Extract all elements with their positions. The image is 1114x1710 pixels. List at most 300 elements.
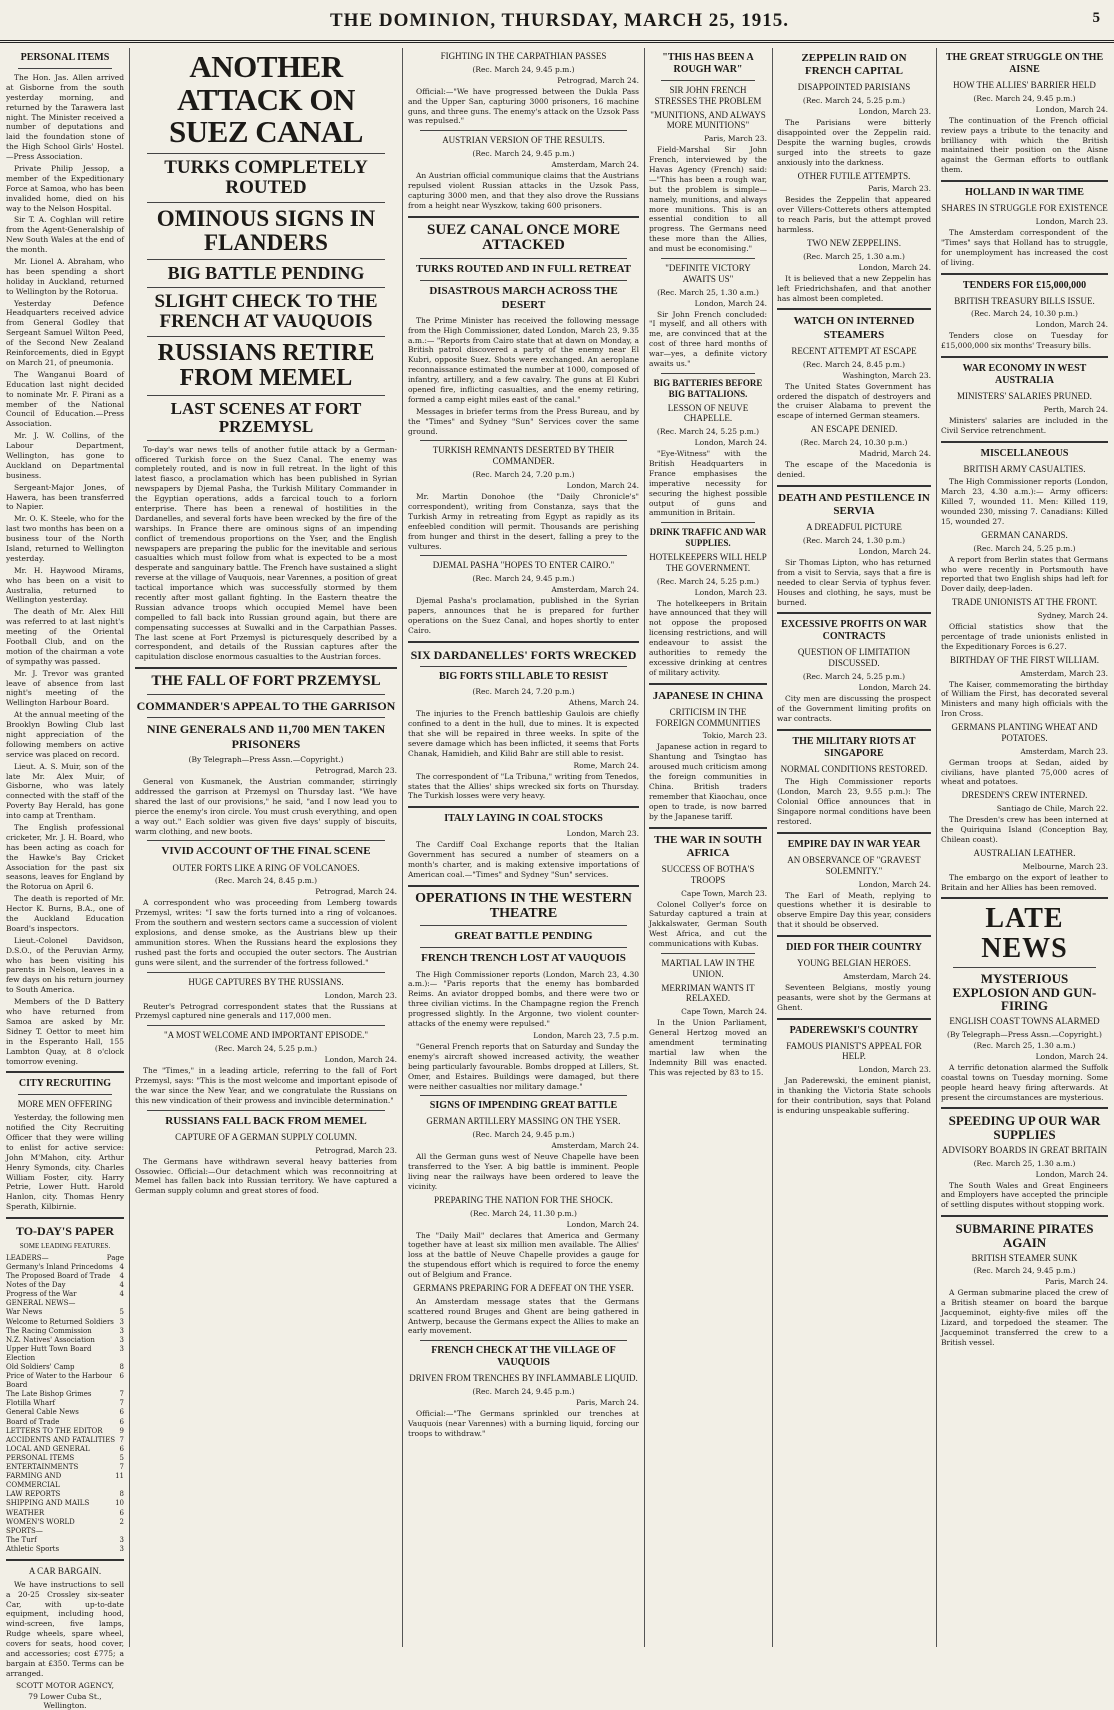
dateline: Amsterdam, March 24. <box>843 971 931 981</box>
column-war-news <box>408 48 639 1649</box>
toc-row <box>6 1372 124 1390</box>
subheading: BRITISH STEAMER SUNK <box>971 1252 1078 1263</box>
toc-row <box>6 1408 124 1417</box>
toc-row <box>6 1327 124 1336</box>
headline-war-economy: WAR ECONOMY IN WEST AUSTRALIA <box>962 363 1087 387</box>
dateline: London, March 24. <box>694 298 767 308</box>
column-rule <box>772 48 773 1647</box>
toc-row <box>6 1509 124 1518</box>
subheading: MERRIMAN WANTS IT RELAXED. <box>661 982 755 1004</box>
toc-page: 6 <box>119 1372 124 1381</box>
paragraph: "General French reports that on Saturday and Sunday the enemy's aircraft showed increased activity, the weather being particularly favourable. Bombs dropped at Lillers, St. Omer, and Estaires. Buildings were damaged, but there were neither casualties nor military damage." <box>408 1041 639 1091</box>
paragraph: Mr. O. K. Steele, who for the last two months has been on a business tour of the North Island, returned to Wellington yesterday. <box>6 514 124 563</box>
paragraph: The death is reported of Mr. Hector K. Burns, B.A., one of the Auckland Education Board's inspectors. <box>6 894 124 933</box>
divider <box>420 925 627 926</box>
column-rule <box>129 48 130 1647</box>
paragraph: Reuter's Petrograd correspondent states that the Russians at Przemysl captured nine generals and 117,000 men. <box>135 1001 397 1021</box>
divider <box>777 612 931 614</box>
received-time: (Rec. March 24, 1.30 p.m.) <box>802 535 906 545</box>
subheading: TRADE UNIONISTS AT THE FRONT. <box>951 597 1098 608</box>
column-rule <box>402 48 403 1647</box>
toc-row <box>6 1318 124 1327</box>
dateline: London, March 24. <box>858 546 931 556</box>
divider <box>649 827 767 829</box>
paragraph: Yesterday, the following men notified the City Recruiting Officer that they were willing to enlist for active service: John M'Mahon, city. Arthur Henry Symonds, city. Charles William Foster, city. Harry Petrie, Lower Hutt. Harold Hanlon, city. Thomas Henry Sperath, Kilbirnie. <box>6 1113 124 1212</box>
subheading: A DREADFUL PICTURE <box>806 522 902 533</box>
toc-title: Price of Water to the Harbour Board <box>6 1372 113 1390</box>
divider <box>147 694 385 695</box>
toc-page: 7 <box>119 1463 124 1472</box>
paragraph: Sir John French concluded: "I myself, and all others with me, are convinced that at the cost of three hard months of war—yes, a definite victory awaits us." <box>649 309 767 369</box>
toc-row <box>6 1490 124 1499</box>
divider <box>147 336 385 337</box>
received-time: (Rec. March 24, 9.45 p.m.) <box>472 149 575 159</box>
subheading: SIR JOHN FRENCH STRESSES THE PROBLEM <box>654 85 762 106</box>
headline-interned-steamers: WATCH ON INTERNED STEAMERS <box>793 315 915 341</box>
divider <box>420 1340 627 1341</box>
toc-row <box>6 1399 124 1408</box>
toc-row <box>6 1545 124 1554</box>
dateline: Perth, March 24. <box>1043 404 1108 414</box>
paragraph: Sir Thomas Lipton, who has returned from a visit to Servia, says that a fire is needed to clear Servia of typhus fever. Houses and clothing, he says, must be burned. <box>777 557 931 607</box>
toc-page: 7 <box>119 1390 124 1399</box>
toc-row <box>6 1445 124 1454</box>
received-time: (Rec. March 24, 10.30 p.m.) <box>800 437 908 447</box>
paragraph: In the Union Parliament, General Hertzog moved an amendment terminating martial law when the Indemnity Bill was enacted. This was rejected by 83 to 15. <box>649 1018 767 1077</box>
paragraph: The hotelkeepers in Britain have announced that they will not oppose the proposed licensing restrictions, and will endeavour to assist the authorities to remedy the excessive drinking at centres of military activity. <box>649 598 767 677</box>
headline-submarine: SUBMARINE PIRATES AGAIN <box>955 1221 1094 1250</box>
paragraph: The Prime Minister has received the following message from the High Commissioner, dated London, March 23, 9.35 a.m.:— "Reports from Cairo state that at dawn on Monday, a British patrol discovered a party of the enemy near El Kubri, opposite Suez. Shots were exchanged. An aeroplane reconnaissance estimated the number at 1000, composed of infantry, artillery, and a few cavalry. The guns at El Kubri opened fire, inflicting casualties, and the enemy retiring, formed a camp eight miles east of the canal." <box>408 315 639 404</box>
subheading: BIG FORTS STILL ABLE TO RESIST <box>438 671 609 683</box>
toc-title: ACCIDENTS AND FATALITIES <box>6 1435 116 1444</box>
received-time: (Rec. March 24, 9.45 p.m.) <box>472 64 575 74</box>
toc-title: GENERAL NEWS— <box>6 1299 76 1308</box>
subheading: BIRTHDAY OF THE FIRST WILLIAM. <box>949 654 1100 665</box>
toc-row <box>6 1363 124 1372</box>
subheading: NORMAL CONDITIONS RESTORED. <box>780 763 928 774</box>
headline-turks-routed: TURKS COMPLETELY ROUTED <box>164 156 368 198</box>
divider <box>953 967 1096 968</box>
toc-title: Old Soldiers' Camp <box>6 1363 75 1371</box>
subheading: PREPARING THE NATION FOR THE SHOCK. <box>434 1194 613 1205</box>
toc-title: Germany's Inland Princedoms <box>6 1262 113 1271</box>
toc-row <box>6 1254 124 1263</box>
intro-paragraph: To-day's war news tells of another futile attack by a German-officered Turkish force on the Suez Canal. The enemy was completely routed, and is now in full retreat. In the light of this latest fiasco, a proclamation which has been published in Syrian newspapers by Djemal Pasha, the Turkish Military Commander in the Egyptian operations, adds a farcical touch to a forlorn enterprise. There has been a renewal of hostilities in the Dardanelles, and several forts have been wrecked by the fire of the warships. In France there are ominous signs of an impending conflict of tremendous proportions on the Yser, and the English newspapers are preparing the public for the inevitable and serious casualties which must follow from what is expected to be a most desperate and sanguinary battle. The French have sustained a slight reverse at the village of Vauquois, near Varennes, a position of great tactical importance which was successfully stormed by them recently after most gallant fighting. In the Eastern theatre the Russian advance troops which occupied Memel have been compelled to fall back into Russian ground again, but there are compensating successes at Suwalki and in the Carpathian Passes. The last scene at Fort Przemysl is picturesquely described by a correspondent, and details of the Russian captures after the capitulation disclose enormous casualties to the Austrian forces. <box>135 444 397 662</box>
subheading: DRIVEN FROM TRENCHES BY INFLAMMABLE LIQUID. <box>409 1373 638 1384</box>
divider <box>941 897 1108 899</box>
byline: (By Telegraph—Press Assn.—Copyright.) <box>947 1029 1102 1039</box>
dateline: London, March 23. <box>1035 216 1108 226</box>
paragraph: The English professional cricketer, Mr. J. H. Board, who has been acting as coach for the Hawke's Bay Cricket Association for the past six seasons, leaves for England by the Rotorua on April 6. <box>6 823 124 892</box>
paragraph: The embargo on the export of leather to Britain and her Allies has been removed. <box>941 872 1108 892</box>
dateline: Washington, March 23. <box>842 370 931 380</box>
subheading: FIGHTING IN THE CARPATHIAN PASSES <box>440 51 607 61</box>
divider <box>420 555 627 556</box>
paragraph: The Cardiff Coal Exchange reports that the Italian Government has secured a number of steamers on a month's charter, and is making extensive importations of American coal.—"Times" and Sydney "Sun" services. <box>408 840 639 879</box>
paragraph: Mr. J. Trevor was granted leave of absence from last night's meeting of the Wellington Harbour Board. <box>6 668 124 708</box>
headline-flanders: OMINOUS SIGNS IN FLANDERS <box>156 205 376 255</box>
toc-row <box>6 1472 124 1490</box>
received-time: (Rec. March 25, 1.30 a.m.) <box>973 1040 1076 1050</box>
received-time: (Rec. March 24, 5.25 p.m.) <box>802 671 906 681</box>
toc-page: 8 <box>119 1363 124 1371</box>
toc-title: LEADERS— <box>6 1253 49 1262</box>
column-six <box>941 48 1108 1649</box>
divider <box>6 1217 124 1219</box>
toc-page: 4 <box>119 1262 124 1271</box>
subheading: CRITICISM IN THE FOREIGN COMMUNITIES <box>655 706 761 728</box>
headline-war-supplies: SPEEDING UP OUR WAR SUPPLIES <box>948 1113 1101 1143</box>
toc-title: Board of Trade <box>6 1417 60 1426</box>
paragraph: General von Kusmanek, the Austrian commander, stirringly addressed the garrison at Przemysl on Thursday last. "We have shared the last of our provisions," he said, "and I now lead you to pierce the enemy's iron circle. You must crush everything, and open a way out." Each soldier was given five days' supply of biscuits, warm clothing, and new boots. <box>135 777 397 836</box>
paragraph: The Dresden's crew has been interned at the Quiriquina Island (Conception Bay, Chilean coast). <box>941 815 1108 844</box>
subheading: NINE GENERALS AND 11,700 MEN TAKEN PRISONERS <box>146 722 386 751</box>
subheading: DJEMAL PASHA "HOPES TO ENTER CAIRO." <box>432 560 615 571</box>
toc-title: FARMING AND COMMERCIAL <box>6 1472 62 1490</box>
dateline: Rome, March 24. <box>573 760 639 770</box>
dateline: London, March 24. <box>858 682 931 692</box>
paragraph: The correspondent of "La Tribuna," writing from Tenedos, states that the Allies' ships wrecked six forts on Thursday. The Turkish losses were very heavy. <box>408 771 639 801</box>
dateline: Petrograd, March 24. <box>315 887 397 897</box>
column-four <box>649 48 767 1649</box>
toc-page: 6 <box>119 1508 124 1517</box>
subheading: MINISTERS' SALARIES PRUNED. <box>957 391 1092 402</box>
subheading: SHARES IN STRUGGLE FOR EXISTENCE <box>941 203 1108 214</box>
divider <box>420 947 627 948</box>
paragraph: A German submarine placed the crew of a British steamer on board the barque Jacqueminot, eighty-five miles off the Lizard, and torpedoed the steamer. The Jacqueminot transferred the crew to a British vessel. <box>941 1288 1108 1347</box>
divider <box>408 641 639 643</box>
heading-city-recruiting: CITY RECRUITING <box>18 1078 112 1090</box>
toc-title: ENTERTAINMENTS <box>6 1463 79 1472</box>
paragraph: Lieut.-Colonel Davidson, D.S.O., of the Peruvian Army, who has been visiting his parents in Nelson, leaves in a few days on his return journey to South America. <box>6 935 124 995</box>
dateline: Amsterdam, March 23. <box>1020 668 1108 678</box>
toc-title: The Proposed Board of Trade <box>6 1272 111 1281</box>
paragraph: The High Commissioner reports (London, March 23, 9.55 p.m.): The Colonial Office announces that in Singapore normal conditions have been restored. <box>777 777 931 827</box>
paragraph: The Hon. Jas. Allen arrived at Gisborne from the south yesterday morning, and returned by the Tarawera last night. The Minister received a number of deputations and laid the foundation stone of the High School Girls' Hostel.—Press Association. <box>6 73 124 162</box>
dateline: Cape Town, March 23. <box>681 888 767 898</box>
divider <box>420 440 627 441</box>
divider <box>420 258 627 259</box>
toc-title: Upper Hutt Town Board Election <box>6 1344 92 1362</box>
dateline: Amsterdam, March 24. <box>551 585 639 595</box>
received-time: (Rec. March 24, 9.45 p.m.) <box>973 93 1076 103</box>
subheading: "MUNITIONS, AND ALWAYS MORE MUNITIONS" <box>650 109 766 131</box>
received-time: (Rec. March 24, 5.25 p.m.) <box>656 576 760 586</box>
toc-page: 6 <box>119 1417 124 1426</box>
paragraph: The escape of the Macedonia is denied. <box>777 459 931 479</box>
received-time: (Rec. March 24, 5.25 p.m.) <box>973 543 1076 553</box>
subheading: OUTER FORTS LIKE A RING OF VOLCANOES. <box>172 862 360 873</box>
paragraph: At the annual meeting of the Brooklyn Bowling Club last night appreciation of the following members on active service was placed on record. <box>6 710 124 759</box>
divider <box>941 273 1108 275</box>
divider <box>408 216 639 218</box>
divider <box>661 80 755 81</box>
subheading: FRENCH CHECK AT THE VILLAGE OF VAUQUOIS <box>431 1345 616 1369</box>
dateline: London, March 24. <box>694 438 767 448</box>
headline-memel: RUSSIANS RETIRE FROM MEMEL <box>157 339 375 391</box>
column-rule <box>644 48 645 1647</box>
subheading: DISASTROUS MARCH ACROSS THE DESERT <box>429 285 618 311</box>
headline-aisne: THE GREAT STRUGGLE ON THE AISNE <box>945 52 1104 75</box>
dateline: Cape Town, March 24. <box>681 1007 767 1017</box>
paragraph: Japanese action in regard to Shantung and Tsingtao has aroused much criticism among the foreign communities in China. British traders remember that Kiaochau, once open to trade, is now barred by the Japanese tariff. <box>649 742 767 821</box>
paragraph: Sergeant-Major Jones, of Hawera, has been transferred to Napier. <box>6 482 124 512</box>
headline-mysterious: MYSTERIOUS EXPLOSION AND GUN-FIRING <box>952 971 1097 1014</box>
toc-page: 6 <box>119 1444 124 1453</box>
received-time: (Rec. March 24, 5.25 p.m.) <box>656 427 760 437</box>
dateline: London, March 24. <box>1035 1169 1108 1179</box>
toc-title: Notes of the Day <box>6 1281 66 1290</box>
headline-south-africa: THE WAR IN SOUTH AFRICA <box>654 833 762 859</box>
dateline: London, March 23. <box>858 107 931 117</box>
toc-page: 11 <box>115 1472 124 1481</box>
paragraph: The Wanganui Board of Education last night decided to nominate Mr. F. Pirani as a member of the National Council of Education.—Press Association. <box>6 369 124 429</box>
divider <box>941 1215 1108 1217</box>
subheading: MORE MEN OFFERING <box>17 1099 113 1110</box>
dateline: Amsterdam, March 24. <box>551 160 639 170</box>
dateline: Melbourne, March 23. <box>1022 861 1108 871</box>
paragraph: The "Daily Mail" declares that America and Germany together have at least six million men available. The Allies' loss at the battle of Neuve Chapelle provides a gauge for the stupendous effort which is required to force the enemy out of Belgium and France. <box>408 1230 639 1280</box>
headline-singapore: THE MILITARY RIOTS AT SINGAPORE <box>792 735 916 759</box>
toc-row <box>6 1418 124 1427</box>
subheading: GERMANS PREPARING FOR A DEFEAT ON THE YSER. <box>413 1283 634 1293</box>
dateline: Amsterdam, March 23. <box>1020 746 1108 756</box>
toc-title: General Cable News <box>6 1408 79 1417</box>
subheading: "DEFINITE VICTORY AWAITS US" <box>665 262 751 284</box>
subheading: GREAT BATTLE PENDING <box>454 930 593 943</box>
paragraph: The injuries to the French battleship Gaulois are chiefly confined to a dent in the hull, due to mines. It is expected that she will be repaired in three weeks. In spite of the severe damage which has been inflicted, it seems that Forts Chanak, Hamidieh, and Kilid Bahr are still able to resist. <box>408 709 639 758</box>
toc-row <box>6 1345 124 1363</box>
toc-row <box>6 1390 124 1399</box>
dateline: Amsterdam, March 24. <box>551 1141 639 1151</box>
toc-page: 3 <box>119 1544 124 1553</box>
divider <box>420 1095 627 1096</box>
subheading: "A MOST WELCOME AND IMPORTANT EPISODE." <box>163 1030 369 1041</box>
divider <box>147 1110 385 1111</box>
headline-zeppelin: ZEPPELIN RAID ON FRENCH CAPITAL <box>801 52 907 78</box>
divider <box>147 259 385 260</box>
divider <box>420 130 627 131</box>
divider <box>777 935 931 937</box>
heading-todays-paper: TO-DAY'S PAPER <box>15 1224 115 1239</box>
toc-title: The Late Bishop Grimes <box>6 1390 92 1399</box>
headline-western-theatre: OPERATIONS IN THE WESTERN THEATRE <box>415 890 632 921</box>
subheading: QUESTION OF LIMITATION DISCUSSED. <box>797 647 911 669</box>
paragraph: The death of Mr. Alex Hill was referred to at last night's meeting of the Oriental Football Club, and on the motion of the chairman a vote of sympathy was passed. <box>6 607 124 666</box>
paragraph: Ministers' salaries are included in the Civil Service retrenchment. <box>941 415 1108 435</box>
toc-title: The Turf <box>6 1535 37 1544</box>
paragraph: A correspondent who was proceeding from Lemberg towards Przemysl, writes: "I saw the forts turned into a ring of volcanoes. From the southern and western sectors came a succession of violent explosions, and dense smoke, as the Austrians blew up their ammunition stores. When the Russians heard the explosions they rushed past the forts and occupied the outer sectors. The Austrian guns were silent, and the surrender of the fortress followed." <box>135 898 397 967</box>
subheading: GERMANS PLANTING WHEAT AND POTATOES. <box>951 722 1098 743</box>
toc-title: LETTERS TO THE EDITOR <box>6 1426 103 1435</box>
dateline: London, March 24. <box>1035 1051 1108 1061</box>
received-time: (Rec. March 25, 1.30 a.m.) <box>803 251 905 261</box>
subheading: TWO NEW ZEPPELINS. <box>806 237 902 248</box>
column-five <box>777 48 931 1649</box>
toc-title: LAW REPORTS <box>6 1490 61 1499</box>
subheading: AN ESCAPE DENIED. <box>810 424 898 435</box>
subheading: OTHER FUTILE ATTEMPTS. <box>797 170 911 181</box>
heading-fall-przemysl: THE FALL OF FORT PRZEMYSL <box>151 673 381 690</box>
toc-page: 3 <box>119 1535 124 1544</box>
headline-japanese: JAPANESE IN CHINA <box>652 689 764 702</box>
divider <box>649 683 767 685</box>
paragraph: Lieut. A. S. Muir, son of the late Mr. Alex Muir, of Gisborne, who was lately connected with the staff of the Poverty Bay Herald, has gone into camp at Trentham. <box>6 761 124 821</box>
subheading: BRITISH ARMY CASUALTIES. <box>963 463 1086 474</box>
toc-page: 4 <box>119 1272 124 1281</box>
toc-title: PERSONAL ITEMS <box>6 1453 75 1462</box>
headline-rough-war: "THIS HAS BEEN A ROUGH WAR" <box>662 52 754 75</box>
toc-title: N.Z. Natives' Association <box>6 1335 95 1344</box>
paragraph: A terrific detonation alarmed the Suffolk coastal towns on Tuesday morning. Some people heard heavy firing afterwards. At present the circumstances are mysterious. <box>941 1062 1108 1102</box>
divider <box>147 840 385 841</box>
toc-page: Page <box>106 1253 124 1262</box>
received-time: (Rec. March 24, 9.45 p.m.) <box>472 1387 575 1397</box>
subheading: DISAPPOINTED PARISIANS <box>797 82 911 93</box>
paragraph: Official:—"The Germans sprinkled our trenches at Vauquois (near Varennes) with a burning liquid, forcing our troops to withdraw." <box>408 1409 639 1438</box>
heading-personal-items: PERSONAL ITEMS <box>20 52 110 63</box>
divider <box>408 885 639 887</box>
subheading: RECENT ATTEMPT AT ESCAPE <box>791 345 917 356</box>
paragraph: Sir T. A. Coghlan will retire from the Agent-Generalship of New South Wales at the end of the month. <box>6 215 124 255</box>
toc-row <box>6 1336 124 1345</box>
dateline: London, March 23. <box>694 587 767 597</box>
paragraph: Mr. J. W. Collins, of the Labour Department, Wellington, has gone to Auckland on Departmental business. <box>6 431 124 480</box>
dateline: London, March 23, 7.5 p.m. <box>533 1030 639 1040</box>
paragraph: The High Commissioner reports (London, March 23, 4.30 a.m.):— "Paris reports that the enemy has bombarded Reims. An aviator dropped bombs, and there were two or three civilian victims. In the Champagne region the French progressed slightly. In the Argonne, two violent counter-attacks of the enemy were repulsed." <box>408 969 639 1029</box>
paragraph: Field-Marshal Sir John French, interviewed by the Havas Agency (French) said:—"This has been a rough war, but the problem is simple—namely, munitions, and always more munitions. This is an essential condition to all progress. The Germans need these more than the Allies, and must be economising." <box>649 145 767 254</box>
subheading: FAMOUS PIANIST'S APPEAL FOR HELP. <box>786 1040 922 1062</box>
dateline: Sydney, March 24. <box>1037 611 1108 621</box>
headline-dardanelles: SIX DARDANELLES' FORTS WRECKED <box>410 647 637 662</box>
dateline: London, March 24. <box>566 481 639 491</box>
dateline: Paris, March 23. <box>704 134 767 144</box>
toc-row <box>6 1290 124 1299</box>
headline-paderewski: PADEREWSKI'S COUNTRY <box>789 1024 919 1036</box>
headline-excessive-profits: EXCESSIVE PROFITS ON WAR CONTRACTS <box>781 619 927 643</box>
headline-late-news: LATE NEWS <box>981 903 1068 964</box>
divider <box>147 287 385 288</box>
toc-page: 10 <box>115 1499 124 1508</box>
toc-title: WEATHER <box>6 1508 45 1517</box>
paragraph: The Kaiser, commemorating the birthday of William the First, has decorated several Ministers and many high officials with the Iron Cross. <box>941 679 1108 719</box>
subheading: YOUNG BELGIAN HEROES. <box>797 958 911 969</box>
dateline: London, March 23. <box>566 829 639 839</box>
divider <box>135 667 397 669</box>
subheading: DRINK TRAFFIC AND WAR SUPPLIES. <box>649 527 767 549</box>
headline-italy: ITALY LAYING IN COAL STOCKS <box>444 813 603 825</box>
toc-row <box>6 1299 124 1308</box>
divider <box>941 180 1108 182</box>
toc-page: 8 <box>119 1490 124 1499</box>
divider <box>661 953 755 954</box>
toc-row <box>6 1518 124 1527</box>
subheading: COMMANDER'S APPEAL TO THE GARRISON <box>136 698 396 713</box>
paragraph: The South Wales and Great Engineers and Employers have accepted the principle of settling disputes without stopping work. <box>941 1180 1108 1210</box>
toc-row <box>6 1463 124 1472</box>
headline-big-battle: BIG BATTLE PENDING <box>167 262 365 283</box>
divider <box>408 806 639 808</box>
headline-holland: HOLLAND IN WAR TIME <box>965 187 1084 199</box>
paragraph: An Amsterdam message states that the Germans scattered round Bruges and Ghent are being gathered in Antwerp, because the Germans expect the Allies to make an early movement. <box>408 1296 639 1336</box>
divider <box>18 68 112 69</box>
masthead-title: THE DOMINION, THURSDAY, MARCH 25, 1915. <box>330 10 789 31</box>
toc-row <box>6 1527 124 1536</box>
dateline: London, March 24. <box>324 1055 397 1065</box>
dateline: Madrid, March 24. <box>859 448 931 458</box>
subheading: TURKS ROUTED AND IN FULL RETREAT <box>415 263 632 276</box>
paragraph: Jan Paderewski, the eminent pianist, in thanking the Victoria State schools for their contribution, says that Poland is enduring unspeakable suffering. <box>777 1076 931 1115</box>
column-rule <box>936 48 937 1647</box>
received-time: (Rec. March 24, 9.45 p.m.) <box>472 1130 575 1140</box>
paragraph: Mr. Lionel A. Abraham, who has been spending a short holiday in Auckland, returned to Wellington by the Rotorua. <box>6 257 124 296</box>
dateline: London, March 24. <box>858 879 931 889</box>
subheading: SUCCESS OF BOTHA'S TROOPS <box>661 863 755 885</box>
subheading: AUSTRIAN VERSION OF THE RESULTS. <box>442 135 605 146</box>
received-time: (Rec. March 24, 11.30 p.m.) <box>470 1208 577 1218</box>
dateline: Paris, March 24. <box>1045 1277 1108 1287</box>
advert-firm: SCOTT MOTOR AGENCY, <box>15 1680 115 1690</box>
subheading: HOW THE ALLIES' BARRIER HELD <box>953 80 1096 90</box>
received-time: (Rec. March 24, 10.30 p.m.) <box>971 309 1078 319</box>
received-time: (Rec. March 24, 5.25 p.m.) <box>214 1044 318 1054</box>
headline-suez-attacked: SUEZ CANAL ONCE MORE ATTACKED <box>427 221 620 254</box>
received-time: (Rec. March 24, 5.25 p.m.) <box>802 96 906 106</box>
toc-page: 3 <box>119 1326 124 1335</box>
dateline: Petrograd, March 23. <box>315 1145 397 1155</box>
divider <box>147 1025 385 1026</box>
paragraph: All the German guns west of Neuve Chapelle have been transferred to the Yser. A big battle is imminent. People living near the railways have been ordered to leave the vicinity. <box>408 1152 639 1191</box>
toc-page: 7 <box>119 1435 124 1444</box>
paragraph: An Austrian official communique claims that the Austrians repulsed violent Russian attacks in the Uzsok Pass, capturing 3000 men, and that they also drove the Russians from a height near Wyszkow, taking 600 prisoners. <box>408 171 639 210</box>
toc-title: SHIPPING AND MAILS <box>6 1499 90 1508</box>
headline-empire-day: EMPIRE DAY IN WAR YEAR <box>787 838 921 850</box>
toc-page: 3 <box>119 1317 124 1326</box>
dateline: London, March 24. <box>858 262 931 272</box>
subheading: ENGLISH COAST TOWNS ALARMED <box>949 1016 1100 1027</box>
paragraph: City men are discussing the prospect of the Government limiting profits on war contracts. <box>777 693 931 723</box>
received-time: (Rec. March 24, 8.45 p.m.) <box>214 876 318 886</box>
subheading: BIG BATTERIES BEFORE BIG BATTALIONS. <box>653 377 763 399</box>
toc-page: 2 <box>119 1517 124 1526</box>
received-time: (Rec. March 24, 9.45 p.m.) <box>973 1266 1076 1276</box>
divider <box>147 153 385 154</box>
paragraph: The High Commissioner reports (London, March 23, 4.30 a.m.):— Army officers: Killed 7, wounded 11. Men: Killed 119, wounded 230, missing 7. Canadians: Killed 15, wounded 27. <box>941 477 1108 527</box>
paragraph: The continuation of the French official review pays a tribute to the tenacity and brilliancy with which the British maintained their position on the Aisne against the German efforts to outflank them. <box>941 115 1108 175</box>
heading-car-bargain: A CAR BARGAIN. <box>28 1565 102 1576</box>
toc-page: 3 <box>119 1344 124 1353</box>
advert-address: 79 Lower Cuba St., Wellington. <box>28 1691 102 1710</box>
dateline: London, March 24. <box>1035 320 1108 330</box>
table-of-contents <box>6 1254 124 1554</box>
heading-miscellaneous: MISCELLANEOUS <box>980 447 1069 459</box>
toc-row <box>6 1281 124 1290</box>
headline-przemysl: LAST SCENES AT FORT PRZEMYSL <box>170 398 362 436</box>
divider <box>147 202 385 203</box>
paragraph: Messages in briefer terms from the Press Bureau, and by the "Times" and Sydney "Sun" Services cover the same ground. <box>408 406 639 436</box>
toc-page: 5 <box>119 1453 124 1462</box>
toc-title: The Racing Commission <box>6 1326 92 1335</box>
toc-row <box>6 1272 124 1281</box>
received-time: (Rec. March 24, 9.45 p.m.) <box>472 574 575 584</box>
toc-row <box>6 1436 124 1445</box>
paragraph: The Amsterdam correspondent of the "Times" says that Holland has to struggle, for unemployment has increased the cost of living. <box>941 227 1108 267</box>
received-time: (Rec. March 24, 7.20 p.m.) <box>472 687 575 697</box>
divider <box>147 972 385 973</box>
divider <box>777 1018 931 1020</box>
paragraph: German troops at Sedan, aided by civilians, have planted 75,000 acres of wheat and potatoes. <box>941 757 1108 787</box>
divider <box>147 717 385 718</box>
